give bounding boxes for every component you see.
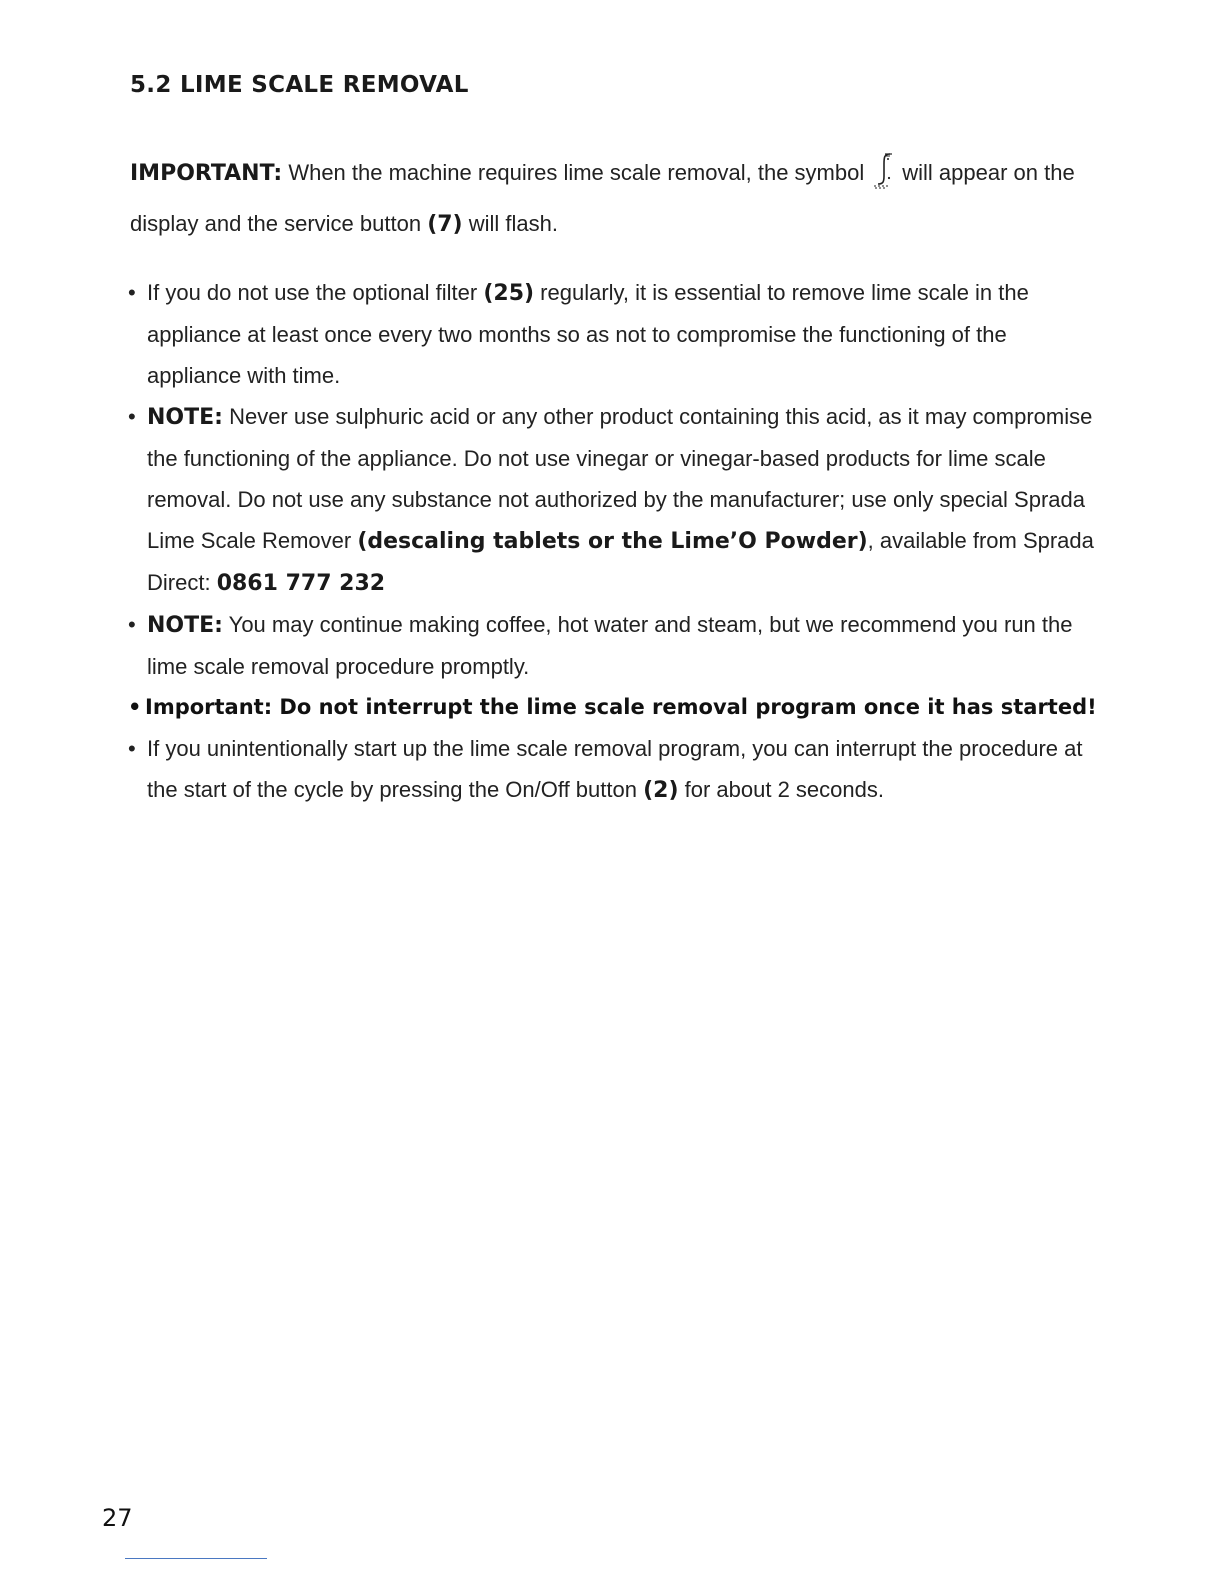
- note-label: NOTE:: [147, 405, 223, 430]
- list-item-text: If you unintentionally start up the lime scale removal program, you can interrupt the procedure at the start of the cycle by pressing the On/Off button: [147, 736, 1083, 802]
- page-number: 27: [102, 1504, 133, 1532]
- phone-number: 0861 777 232: [216, 571, 386, 596]
- list-item-filter: [128, 272, 1103, 396]
- filter-ref: (25): [483, 281, 535, 306]
- intro-text-before-icon: When the machine requires lime scale removal, the symbol: [282, 160, 865, 185]
- intro-text-end: will flash.: [462, 211, 558, 236]
- list-item-text: If you do not use the optional filter: [147, 280, 484, 305]
- bullet-marker: •: [128, 612, 136, 637]
- warning-text: Important: Do not interrupt the lime scale removal program once it has started!: [145, 695, 1097, 719]
- onoff-button-ref: (2): [643, 778, 679, 803]
- important-intro: [130, 150, 1110, 245]
- bullet-marker: •: [128, 736, 136, 761]
- product-name: (descaling tablets or the Lime’O Powder): [357, 529, 868, 554]
- list-item-text: regularly, it is essential to remove lime scale in the appliance at least once every two months so as not to compromise the functioning of the appliance with time.: [147, 280, 1029, 388]
- list-item-interrupt: [128, 728, 1103, 811]
- bullet-marker: •: [128, 695, 142, 719]
- service-button-ref: (7): [427, 212, 463, 237]
- list-item-text: Never use sulphuric acid or any other product containing this acid, as it may compromise the functioning of the appliance. Do not use vinegar or vinegar-based products for lime scale removal. Do not use any substance not authorized by the manufacturer; use only special Sprada Lime Scale Remover: [147, 404, 1093, 553]
- bullet-marker: •: [128, 404, 136, 429]
- list-item-important-warning: [128, 687, 1103, 728]
- section-heading: 5.2 LIME SCALE REMOVAL: [130, 72, 469, 98]
- important-label: IMPORTANT:: [130, 161, 283, 186]
- bullet-marker: •: [128, 280, 136, 305]
- list-item-acid-note: [128, 396, 1103, 604]
- list-item-continue-note: [128, 604, 1103, 687]
- list-item-text: for about 2 seconds.: [678, 777, 884, 802]
- list-item-text: , available from Sprada Direct:: [147, 528, 1094, 595]
- instruction-list: [128, 272, 1103, 811]
- intro-text-after-icon: will appear on the display and the service button: [130, 160, 1075, 236]
- descale-icon: [872, 150, 896, 203]
- note-label: NOTE:: [147, 613, 223, 638]
- footer-rule: [125, 1558, 267, 1559]
- list-item-text: You may continue making coffee, hot water and steam, but we recommend you run the lime scale removal procedure promptly.: [147, 612, 1073, 679]
